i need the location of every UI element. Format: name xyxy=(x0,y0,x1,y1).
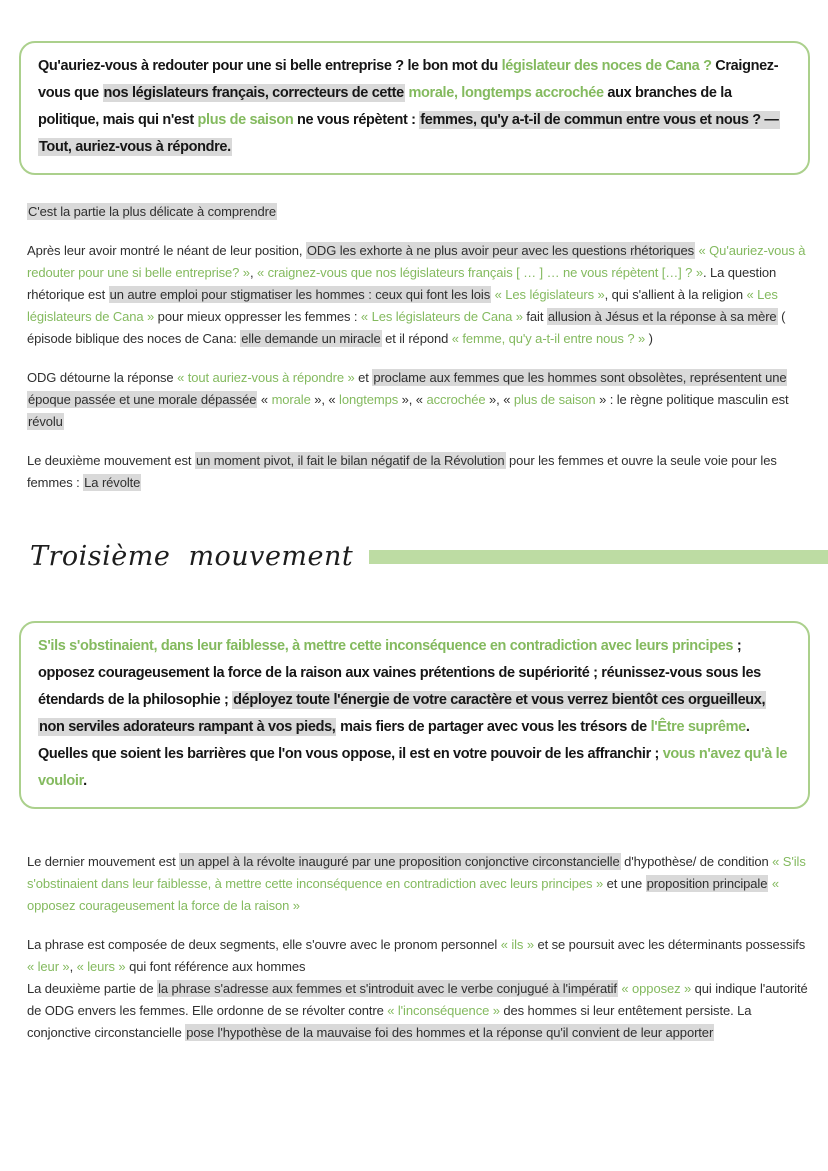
analysis-paragraph xyxy=(27,201,810,223)
plain-text: ) xyxy=(645,331,653,346)
highlighted-text: allusion à Jésus et la réponse à sa mère xyxy=(547,309,777,324)
quoted-green-text: « Les législateurs » xyxy=(494,287,605,302)
quoted-green-text: « leur » xyxy=(27,959,70,974)
analysis-paragraph xyxy=(27,367,810,433)
quoted-green-text: « femme, qu'y a-t-il entre nous ? » xyxy=(451,331,646,346)
plain-text: qui indique l'autorité de ODG envers les femmes. Elle ordonne de se révolter contre xyxy=(27,981,808,1018)
quote-1-text xyxy=(38,53,791,161)
quoted-green-text: « craignez-vous que nos législateurs français [ … ] … ne vous répètent […] ? » xyxy=(256,265,703,280)
plain-text: . xyxy=(83,773,87,789)
plain-text: et xyxy=(354,370,373,385)
analysis-paragraph xyxy=(27,240,810,350)
plain-text: fait xyxy=(522,309,547,324)
highlighted-text: ODG les exhorte à ne plus avoir peur avec les questions rhétoriques xyxy=(306,243,695,258)
plain-text: mais fiers de partager avec vous les trésors de xyxy=(336,719,651,735)
analysis-paragraph xyxy=(27,450,810,494)
quoted-green-text: « l'inconséquence » xyxy=(387,1003,500,1018)
quoted-green-text: plus de saison xyxy=(513,392,596,407)
analysis-section-troisieme-mouvement xyxy=(27,851,810,1044)
plain-text: et il répond xyxy=(381,331,452,346)
quote-box-primary-text-1 xyxy=(19,41,810,175)
plain-text: La deuxième partie de xyxy=(27,981,158,996)
plain-text: « xyxy=(257,392,272,407)
plain-text: pour mieux oppresser les femmes : xyxy=(154,309,361,324)
quoted-green-text: « Les législateurs de Cana » xyxy=(27,287,778,324)
plain-text: . Quelles que soient les barrières que l'on vous oppose, il est en votre pouvoir de les affranchir ; xyxy=(38,719,750,762)
section-title: Troisième mouvement xyxy=(30,541,354,572)
quoted-green-text: « ils » xyxy=(500,937,534,952)
plain-text: pour les femmes et ouvre la seule voie pour les femmes : xyxy=(27,453,777,490)
quoted-green-text: « Les législateurs de Cana » xyxy=(360,309,523,324)
highlighted-text: la phrase s'adresse aux femmes et s'introduit avec le verbe conjugué à l'impératif xyxy=(158,981,617,996)
quoted-green-text: « tout auriez-vous à répondre » xyxy=(177,370,355,385)
plain-text: qui font référence aux hommes xyxy=(125,959,306,974)
plain-text: », « xyxy=(398,392,427,407)
analysis-paragraph xyxy=(27,934,810,978)
plain-text: , qui s'allient à la religion xyxy=(604,287,747,302)
highlighted-text: révolu xyxy=(28,414,63,429)
section-heading-row xyxy=(30,541,828,572)
quote-box-primary-text-2 xyxy=(19,621,810,809)
quoted-green-text: longtemps xyxy=(339,392,399,407)
quoted-green-text: vous n'avez qu'à le vouloir xyxy=(38,746,788,789)
quoted-green-text: « S'ils s'obstinaient dans leur faiblesse, à mettre cette inconséquence en contradiction avec leurs principes » xyxy=(27,854,806,891)
heading-underline-bar xyxy=(369,550,828,564)
plain-text: La phrase est composée de deux segments, elle s'ouvre avec le pronom personnel xyxy=(27,937,501,952)
plain-text: Craignez-vous que xyxy=(38,58,779,101)
highlighted-text: un autre emploi pour stigmatiser les hommes : ceux qui font les lois xyxy=(109,287,491,302)
plain-text: , xyxy=(69,959,77,974)
plain-text: Après leur avoir montré le néant de leur position, xyxy=(27,243,306,258)
plain-text: et se poursuit avec les déterminants possessifs xyxy=(533,937,806,952)
highlighted-text: nos législateurs français, correcteurs de cette xyxy=(103,85,404,101)
highlighted-text: déployez toute l'énergie de votre caractère et vous verrez bientôt ces orgueilleux, non serviles adorateurs rampant à vos pieds, xyxy=(39,692,766,735)
highlighted-text: pose l'hypothèse de la mauvaise foi des hommes et la réponse qu'il convient de leur apporter xyxy=(186,1025,714,1040)
plain-text: Le deuxième mouvement est xyxy=(27,453,195,468)
plain-text: aux branches de la politique, mais qui n'est xyxy=(38,85,732,128)
highlighted-text: La révolte xyxy=(84,475,141,490)
plain-text: », « xyxy=(485,392,514,407)
plain-text: des hommes si leur entêtement persiste. La conjonctive circonstancielle xyxy=(27,1003,752,1040)
plain-text: ( épisode biblique des noces de Cana: xyxy=(27,309,786,346)
plain-text: . La question rhétorique est xyxy=(27,265,777,302)
highlighted-text: proposition principale xyxy=(646,876,768,891)
plain-text: ODG détourne la réponse xyxy=(27,370,178,385)
quoted-green-text: « Qu'auriez-vous à redouter pour une si belle entreprise? » xyxy=(27,243,806,280)
highlighted-text: proclame aux femmes que les hommes sont obsolètes, représentent une époque passée et une morale dépassée xyxy=(28,370,787,407)
plain-text: » : le règne politique masculin est xyxy=(595,392,789,407)
quoted-green-text: « opposez » xyxy=(621,981,692,996)
quoted-green-text: accrochée xyxy=(426,392,486,407)
quoted-green-text: « leurs » xyxy=(76,959,126,974)
plain-text: ; opposez courageusement la force de la raison aux vaines prétentions de supériorité ; réunissez-vous sous les étendards de la philosophie ; xyxy=(38,638,761,708)
plain-text: , xyxy=(249,265,257,280)
plain-text: », « xyxy=(310,392,340,407)
quoted-green-text: S'ils s'obstinaient, dans leur faiblesse, à mettre cette inconséquence en contradiction avec leurs principes xyxy=(38,638,734,654)
quoted-green-text: morale, longtemps accrochée xyxy=(408,85,604,101)
analysis-section-deuxieme-mouvement xyxy=(27,201,810,494)
quoted-green-text: morale xyxy=(271,392,311,407)
quoted-green-text: législateur des noces de Cana ? xyxy=(501,58,712,74)
highlighted-text: un appel à la révolte inauguré par une proposition conjonctive circonstancielle xyxy=(180,854,620,869)
plain-text: et une xyxy=(603,876,646,891)
plain-text: Le dernier mouvement est xyxy=(27,854,180,869)
quoted-green-text: plus de saison xyxy=(197,112,294,128)
analysis-paragraph xyxy=(27,851,810,917)
quoted-green-text: « opposez courageusement la force de la raison » xyxy=(27,876,779,913)
plain-text: Qu'auriez-vous à redouter pour une si belle entreprise ? le bon mot du xyxy=(38,58,502,74)
plain-text: d'hypothèse/ de condition xyxy=(620,854,773,869)
analysis-paragraph xyxy=(27,978,810,1044)
highlighted-text: C'est la partie la plus délicate à comprendre xyxy=(28,204,277,219)
highlighted-text: un moment pivot, il fait le bilan négatif de la Révolution xyxy=(195,453,505,468)
plain-text: ne vous répètent : xyxy=(293,112,420,128)
highlighted-text: femmes, qu'y a-t-il de commun entre vous et nous ? — Tout, auriez-vous à répondre. xyxy=(39,112,779,155)
highlighted-text: elle demande un miracle xyxy=(241,331,381,346)
quote-2-text xyxy=(38,633,791,795)
quoted-green-text: l'Être suprême xyxy=(650,719,746,735)
